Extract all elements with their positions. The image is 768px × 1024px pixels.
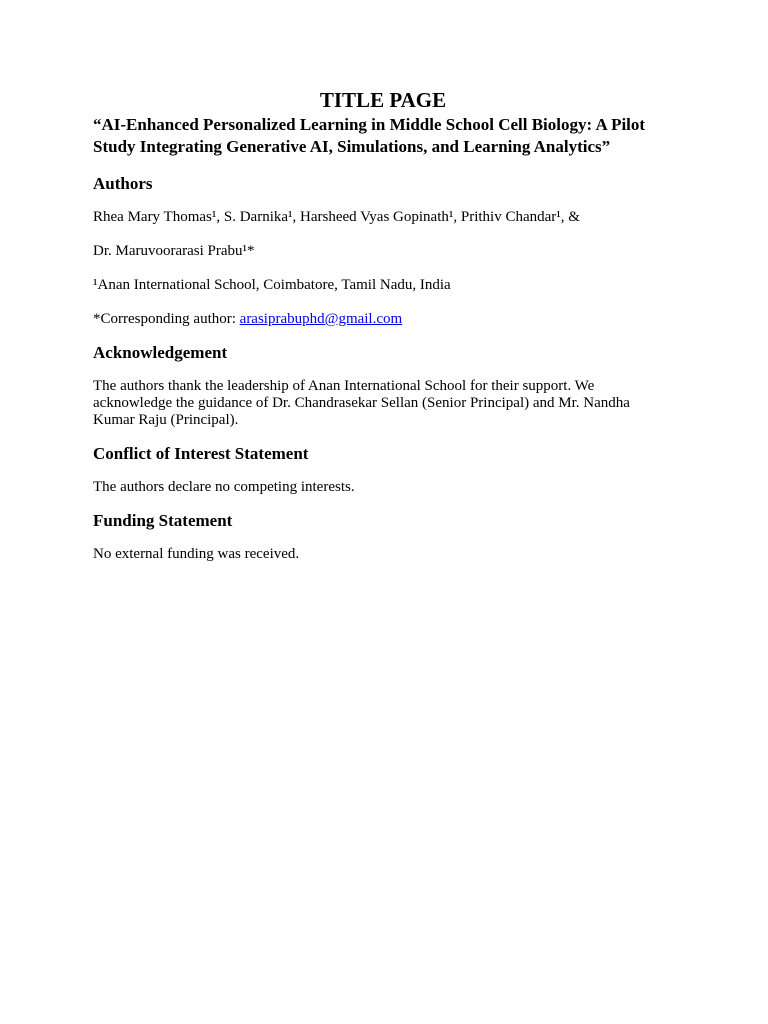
page-title: TITLE PAGE <box>319 88 447 112</box>
funding-text: No external funding was received. <box>93 546 300 562</box>
corresponding-author-label: *Corresponding author: <box>93 311 240 327</box>
acknowledgement-text: The authors thank the leadership of Anan International School for their support. We acknowledge the guidance of Dr. Chandrasekar Sellan (Senior Principal) and Mr. Nandha Kumar Raju (Principal). <box>93 378 630 428</box>
conflict-of-interest-heading: Conflict of Interest Statement <box>93 444 309 463</box>
corresponding-author <box>93 311 673 328</box>
affiliation: ¹Anan International School, Coimbatore, Tamil Nadu, India <box>93 277 451 293</box>
page-content <box>93 86 673 563</box>
authors-line-2: Dr. Maruvoorarasi Prabu¹* <box>93 243 255 259</box>
funding-heading: Funding Statement <box>93 511 233 530</box>
paper-title: “AI-Enhanced Personalized Learning in Middle School Cell Biology: A Pilot Study Integrating Generative AI, Simulations, and Learning Analytics” <box>93 115 646 156</box>
acknowledgement-heading: Acknowledgement <box>93 343 228 362</box>
conflict-of-interest-text: The authors declare no competing interests. <box>93 479 355 495</box>
authors-line-1: Rhea Mary Thomas¹, S. Darnika¹, Harsheed Vyas Gopinath¹, Prithiv Chandar¹, & <box>93 209 580 225</box>
corresponding-email-link[interactable]: arasiprabuphd@gmail.com <box>239 311 403 327</box>
authors-heading: Authors <box>93 174 153 193</box>
